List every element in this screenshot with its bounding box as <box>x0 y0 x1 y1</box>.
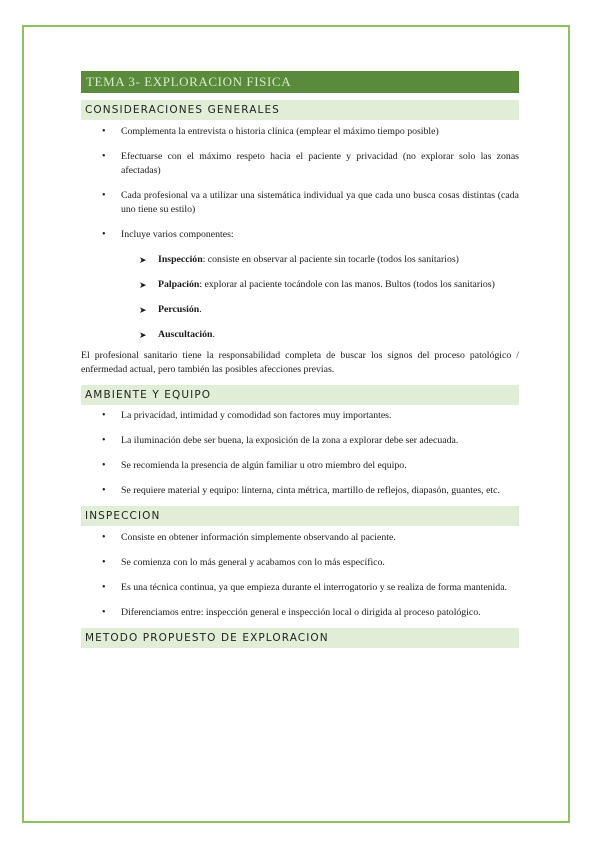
bullet-icon: • <box>102 435 106 446</box>
inspeccion-list <box>81 531 519 620</box>
arrow-icon: ➤ <box>139 330 147 340</box>
list-item: • Consiste en obtener información simplemente observando al paciente. <box>102 532 396 543</box>
bullet-icon: • <box>102 532 106 543</box>
document-content <box>81 71 519 648</box>
section-heading-metodo: METODO PROPUESTO DE EXPLORACION <box>81 628 519 648</box>
section-heading-inspeccion: INSPECCION <box>81 506 519 526</box>
bullet-icon: • <box>102 126 106 137</box>
component-item-percusion: ➤ Percusión. <box>139 304 202 315</box>
list-item: • Se recomienda la presencia de algún familiar u otro miembro del equipo. <box>102 460 407 471</box>
document-title: TEMA 3- EXPLORACION FISICA <box>81 71 519 93</box>
list-item: • Complementa la entrevista o historia clínica (emplear el máximo tiempo posible) <box>102 126 439 137</box>
bullet-icon: • <box>102 229 106 240</box>
arrow-icon: ➤ <box>139 255 147 265</box>
components-list <box>81 253 519 342</box>
list-item: • Es una técnica continua, ya que empieza durante el interrogatorio y se realiza de forma mantenida. <box>102 582 507 593</box>
list-item: • Diferenciamos entre: inspección general e inspección local o dirigida al proceso patológico. <box>102 607 481 618</box>
bullet-icon: • <box>102 410 106 421</box>
bullet-icon: • <box>102 607 106 618</box>
bullet-icon: • <box>102 485 106 496</box>
arrow-icon: ➤ <box>139 305 147 315</box>
list-item: • Efectuarse con el máximo respeto hacia el paciente y privacidad (no explorar solo las zonas afectadas) <box>102 151 519 176</box>
list-item: • Incluye varios componentes: <box>102 229 234 240</box>
list-item: • Se comienza con lo más general y acabamos con lo más específico. <box>102 557 385 568</box>
ambiente-list <box>81 409 519 498</box>
section-heading-ambiente: AMBIENTE Y EQUIPO <box>81 385 519 405</box>
consideraciones-list <box>81 125 519 242</box>
component-item-auscultacion: ➤ Auscultación. <box>139 329 215 340</box>
list-item: • Se requiere material y equipo: linterna, cinta métrica, martillo de reflejos, diapasón, guantes, etc. <box>102 485 500 496</box>
arrow-icon: ➤ <box>139 280 147 290</box>
bullet-icon: • <box>102 582 106 593</box>
responsibility-paragraph: El profesional sanitario tiene la responsabilidad completa de buscar los signos del proceso patológico / enfermedad actual, pero también las posibles afecciones previas. <box>81 350 519 375</box>
list-item: • La iluminación debe ser buena, la exposición de la zona a explorar debe ser adecuada. <box>102 435 459 446</box>
bullet-icon: • <box>102 151 106 162</box>
bullet-icon: • <box>102 557 106 568</box>
bullet-icon: • <box>102 190 106 201</box>
list-item: • Cada profesional va a utilizar una sistemática individual ya que cada uno busca cosas distintas (cada uno tiene su estilo) <box>102 190 519 215</box>
bullet-icon: • <box>102 460 106 471</box>
section-heading-consideraciones: CONSIDERACIONES GENERALES <box>81 100 519 120</box>
list-item: • La privacidad, intimidad y comodidad son factores muy importantes. <box>102 410 392 421</box>
component-item-inspeccion: ➤ Inspección: consiste en observar al paciente sin tocarle (todos los sanitarios) <box>139 254 459 265</box>
component-item-palpacion: ➤ Palpación: explorar al paciente tocándole con las manos. Bultos (todos los sanitarios) <box>139 279 495 290</box>
